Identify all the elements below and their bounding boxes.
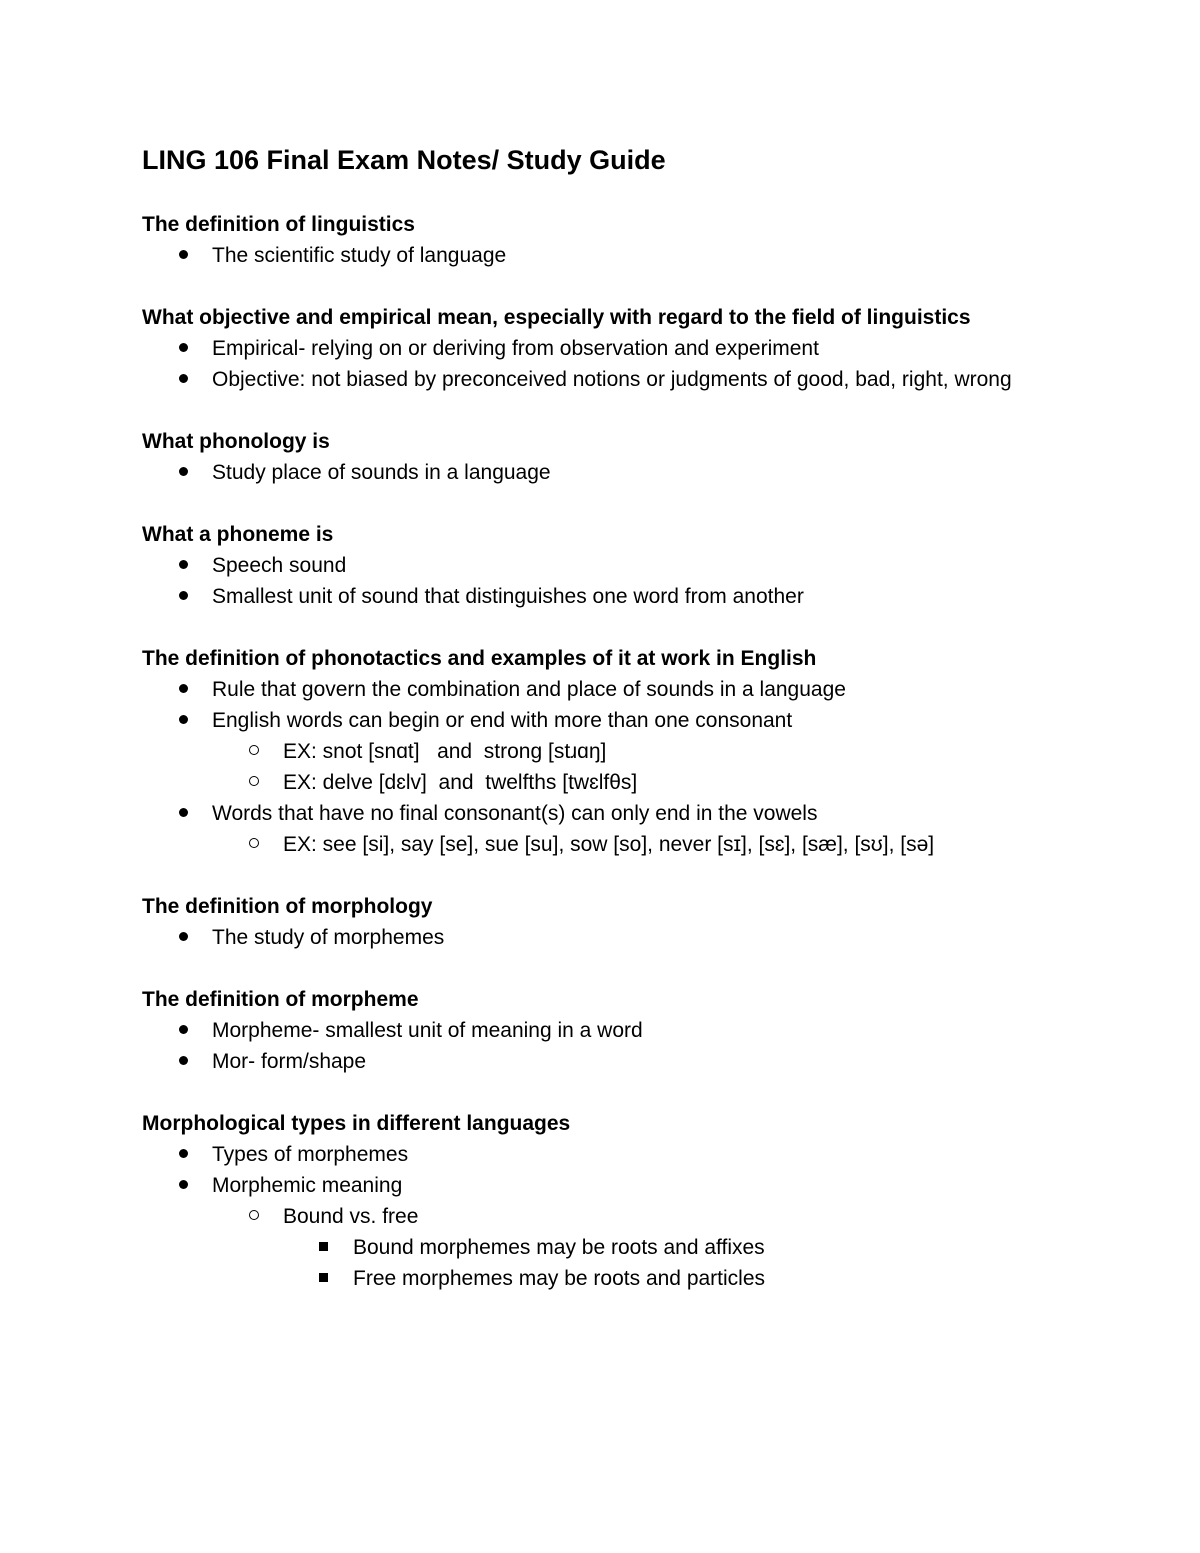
bullet-dot-icon [179, 705, 188, 736]
section-heading: The definition of linguistics [142, 213, 415, 236]
section-heading: What a phoneme is [142, 523, 334, 546]
list-item-text: Smallest unit of sound that distinguishes one word from another [212, 585, 804, 608]
bullet-list [142, 240, 1062, 271]
list-item [142, 674, 1062, 705]
list-item-text: English words can begin or end with more than one consonant [212, 709, 793, 732]
list-item-text: The scientific study of language [212, 244, 507, 267]
list-item [142, 1046, 1062, 1077]
section-heading: The definition of morpheme [142, 988, 419, 1011]
list-item-text: Bound morphemes may be roots and affixes [353, 1236, 765, 1259]
bullet-list [142, 1139, 1062, 1294]
bullet-list [142, 1015, 1062, 1077]
list-item-text: EX: delve [dɛlv] and twelfths [twɛlfθs] [283, 771, 638, 794]
section-heading: What phonology is [142, 430, 330, 453]
list-item-text: EX: see [si], say [se], sue [su], sow [so], never [sɪ], [sɛ], [sæ], [sʊ], [sə] [283, 833, 935, 856]
list-item-text: Rule that govern the combination and place of sounds in a language [212, 678, 846, 701]
list-item-text: Mor- form/shape [212, 1050, 367, 1073]
notes-section [142, 209, 1062, 271]
list-item-text: Bound vs. free [283, 1205, 419, 1228]
section-heading: Morphological types in different languages [142, 1112, 571, 1135]
bullet-dot-icon [179, 798, 188, 829]
list-item-text: Study place of sounds in a language [212, 461, 551, 484]
list-item [142, 798, 1062, 829]
bullet-list [142, 674, 1062, 860]
notes-section [142, 519, 1062, 612]
bullet-dot-icon [179, 1139, 188, 1170]
list-item [142, 1263, 1062, 1294]
page-title: LING 106 Final Exam Notes/ Study Guide [142, 145, 666, 175]
list-item-text: Empirical- relying on or deriving from observation and experiment [212, 337, 819, 360]
bullet-dot-icon [179, 457, 188, 488]
bullet-circle-icon [249, 736, 259, 767]
list-item [142, 1232, 1062, 1263]
notes-section [142, 891, 1062, 953]
bullet-circle-icon [249, 1201, 259, 1232]
list-item-text: The study of morphemes [212, 926, 445, 949]
list-item-text: Objective: not biased by preconceived notions or judgments of good, bad, right, wrong [212, 368, 1012, 391]
notes-section [142, 1108, 1062, 1294]
list-item [142, 240, 1062, 271]
notes-section [142, 302, 1062, 395]
list-item [142, 364, 1062, 395]
bullet-dot-icon [179, 550, 188, 581]
list-item [142, 922, 1062, 953]
list-item [142, 1170, 1062, 1201]
list-item-text: Free morphemes may be roots and particles [353, 1267, 766, 1290]
bullet-dot-icon [179, 922, 188, 953]
section-heading: What objective and empirical mean, especially with regard to the field of linguistics [142, 306, 971, 329]
list-item [142, 333, 1062, 364]
notes-section [142, 426, 1062, 488]
list-item [142, 1015, 1062, 1046]
list-item-text: Morphemic meaning [212, 1174, 403, 1197]
bullet-dot-icon [179, 1046, 188, 1077]
bullet-dot-icon [179, 240, 188, 271]
bullet-list [142, 457, 1062, 488]
notes-section [142, 643, 1062, 860]
list-item [142, 767, 1062, 798]
bullet-square-icon [319, 1263, 328, 1294]
section-heading: The definition of phonotactics and examples of it at work in English [142, 647, 817, 670]
bullet-circle-icon [249, 767, 259, 798]
bullet-list [142, 550, 1062, 612]
list-item [142, 1139, 1062, 1170]
list-item-text: Speech sound [212, 554, 347, 577]
list-item [142, 457, 1062, 488]
list-item [142, 1201, 1062, 1232]
bullet-dot-icon [179, 674, 188, 705]
bullet-dot-icon [179, 333, 188, 364]
list-item [142, 581, 1062, 612]
list-item [142, 705, 1062, 736]
bullet-dot-icon [179, 1015, 188, 1046]
document-body [142, 209, 1062, 1325]
bullet-list [142, 333, 1062, 395]
section-heading: The definition of morphology [142, 895, 433, 918]
list-item-text: Types of morphemes [212, 1143, 409, 1166]
list-item-text: EX: snot [snɑt] and strong [stɹɑŋ] [283, 740, 607, 763]
list-item-text: Words that have no final consonant(s) can only end in the vowels [212, 802, 818, 825]
bullet-circle-icon [249, 829, 259, 860]
bullet-list [142, 922, 1062, 953]
bullet-dot-icon [179, 581, 188, 612]
list-item-text: Morpheme- smallest unit of meaning in a word [212, 1019, 643, 1042]
bullet-square-icon [319, 1232, 328, 1263]
notes-section [142, 984, 1062, 1077]
list-item [142, 550, 1062, 581]
list-item [142, 736, 1062, 767]
bullet-dot-icon [179, 364, 188, 395]
bullet-dot-icon [179, 1170, 188, 1201]
list-item [142, 829, 1062, 860]
